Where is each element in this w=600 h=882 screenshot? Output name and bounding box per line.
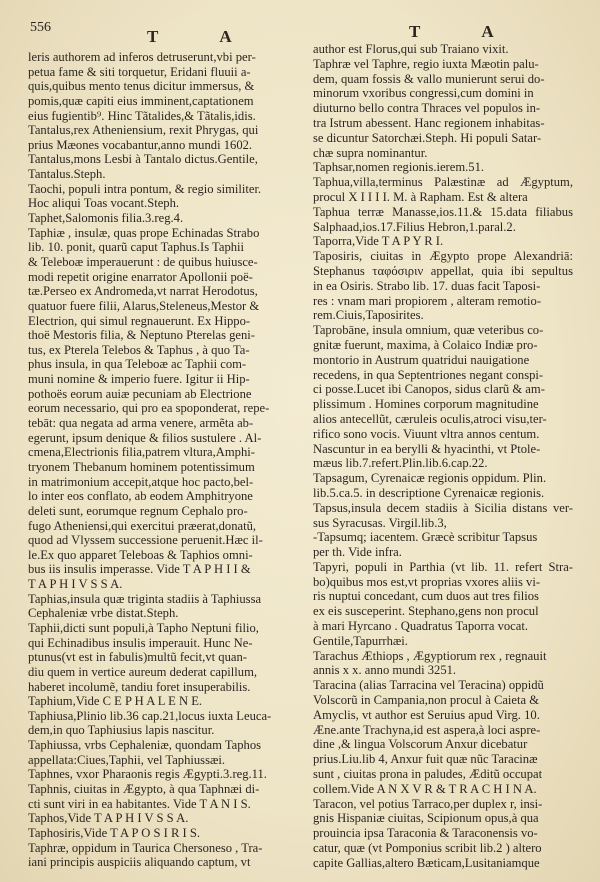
- line-row: [313, 560, 573, 575]
- text-line: Taphias,insula quæ triginta stadiis à Taphiussa: [28, 591, 262, 606]
- line-row: [28, 328, 300, 343]
- text-line: à mari Hyrcano . Quadratus Taporra vocat.: [313, 619, 528, 634]
- line-row: [313, 397, 573, 412]
- text-line: lo inter eos conflato, ab eodem Amphitryone: [28, 489, 253, 504]
- line-row: [28, 240, 300, 255]
- text-line: recedens, in qua Septentriones negant conspi-: [313, 367, 544, 382]
- line-row: [28, 519, 300, 534]
- line-row: [313, 575, 573, 590]
- right-column: [313, 42, 573, 871]
- line-row: [28, 636, 300, 651]
- line-row: [28, 343, 300, 358]
- line-row: [313, 752, 573, 767]
- line-row: [28, 284, 300, 299]
- text-line: plissimum . Homines corporum magnitudine: [313, 397, 539, 412]
- text-line: Taphræ, oppidum in Taurica Chersoneso , Tra-: [28, 840, 263, 855]
- text-line: dine ,& lingua Volscorum Anxur dicebatur: [313, 737, 528, 752]
- line-row: [28, 767, 300, 782]
- text-line: Taracina (alias Tarracina vel Teracina) oppidũ: [313, 678, 544, 693]
- line-row: [313, 264, 573, 279]
- running-head-right: T A: [409, 22, 494, 41]
- text-line: Taphii,dicti sunt populi,à Tapho Neptuni filio,: [28, 620, 259, 635]
- line-row: [28, 50, 300, 65]
- line-row: [28, 372, 300, 387]
- text-line: T A P H I V S S A.: [28, 577, 123, 592]
- line-row: [28, 431, 300, 446]
- line-row: [28, 782, 300, 797]
- line-row: [28, 855, 300, 870]
- text-line: tryonem Thebanum hominem potentissimum: [28, 459, 255, 474]
- text-line: Taporra,Vide T A P Y R I.: [313, 234, 444, 249]
- text-line: Tapyri, populi in Parthia (vt lib. 11. refert Stra-: [313, 559, 573, 574]
- line-row: [313, 841, 573, 856]
- text-line: le.Ex quo apparet Teleboas & Taphios omni-: [28, 547, 253, 562]
- text-line: Taphiussa, vrbs Cephaleniæ, quondam Taphos: [28, 738, 262, 753]
- line-row: [28, 826, 300, 841]
- line-row: [313, 516, 573, 531]
- line-row: [28, 533, 300, 548]
- text-line: catur, quæ (vt Pomponius scribit lib.2 ) altero: [313, 841, 542, 856]
- line-row: [28, 211, 300, 226]
- text-line: petua fame & siti torquetur, Eridani fluuii a-: [28, 64, 251, 79]
- text-line: diu quem in vertice aureum dederat capillum,: [28, 664, 258, 679]
- text-line: collem.Vide A N X V R & T R A C H I N A.: [313, 781, 537, 796]
- line-row: [28, 65, 300, 80]
- text-line: quatuor fuere filii, Alarus,Steleneus,Mestor &: [28, 298, 260, 313]
- line-row: [28, 255, 300, 270]
- line-row: [28, 196, 300, 211]
- text-line: Taphua terræ Manasse,ios.11.& 15.data filiabus: [313, 204, 573, 219]
- text-line: Tarachus Æthiops , Ægyptiorum rex , regnauit: [313, 648, 547, 663]
- text-line: bus iis insulis imperasse. Vide T A P H I I &: [28, 562, 251, 577]
- text-line: -Tapsumq; iacentem. Græcè scribitur Tapsus: [313, 530, 538, 545]
- line-row: [313, 308, 573, 323]
- line-row: [28, 841, 300, 856]
- line-row: [313, 471, 573, 486]
- text-line: iani principis auspiciis aliquando captum, vt: [28, 855, 251, 870]
- line-row: [313, 501, 573, 516]
- line-row: [28, 489, 300, 504]
- text-line: ex eis susceperint. Stephano,gens non procul: [313, 604, 539, 619]
- line-row: [313, 412, 573, 427]
- text-line: quis,quibus mento tenus dicitur immersus, &: [28, 79, 255, 94]
- line-row: [313, 249, 573, 264]
- text-line: Stephanus ταφόσιριν appellat, quia ibi sepultus: [313, 263, 573, 278]
- text-line: quod ad Vlyssem successione peruenit.Hæc il-: [28, 533, 263, 548]
- line-row: [313, 634, 573, 649]
- text-line: Taphnes, vxor Pharaonis regis Ægypti.3.reg.11.: [28, 767, 267, 782]
- line-row: [313, 368, 573, 383]
- line-row: [313, 797, 573, 812]
- line-row: [313, 323, 573, 338]
- line-row: [28, 504, 300, 519]
- text-line: prouincia ipsa Taraconia & Taraconensis vo-: [313, 826, 538, 841]
- line-row: [313, 693, 573, 708]
- line-row: [28, 79, 300, 94]
- text-line: Taphet,Salomonis filia.3.reg.4.: [28, 211, 184, 226]
- text-line: Volscorũ in Campania,non procul à Caieta &: [313, 693, 540, 708]
- text-line: Taphium,Vide C E P H A L E N E.: [28, 694, 203, 709]
- text-line: Taphiusa,Plinio lib.36 cap.21,locus iuxta Leuca-: [28, 708, 272, 723]
- text-line: dem, quam fossis & vallo munierunt serui do-: [313, 71, 545, 86]
- text-line: Taochi, populi intra pontum, & regio similiter.: [28, 181, 262, 196]
- text-line: sunt , ciuitas prona in paludes, Æditũ occupat: [313, 767, 543, 782]
- line-row: [28, 138, 300, 153]
- line-row: [313, 767, 573, 782]
- line-row: [313, 234, 573, 249]
- line-row: [28, 226, 300, 241]
- text-line: muni nomine & imperio fuere. Igitur ii Hip-: [28, 372, 250, 387]
- text-line: pothoës eorum auiæ pecuniam ab Electrione: [28, 386, 252, 401]
- text-line: minorum vxoribus congressi,cum domini in: [313, 86, 534, 101]
- line-row: [313, 353, 573, 368]
- left-column: [28, 50, 300, 870]
- text-line: Tantalus,mons Lesbi à Tantalo dictus.Gentile,: [28, 152, 258, 167]
- text-line: Tapsagum, Cyrenaicæ regionis oppidum. Plin.: [313, 471, 547, 486]
- text-line: rifico sono vocis. Viuunt vltra annos centum.: [313, 426, 540, 441]
- line-row: [28, 357, 300, 372]
- line-row: [28, 475, 300, 490]
- text-line: Tantalus,rex Atheniensium, rexit Phrygas, qui: [28, 123, 259, 138]
- text-line: Gentile,Tapurrhæi.: [313, 633, 408, 648]
- line-row: [313, 604, 573, 619]
- text-line: prius.Liu.lib 4, Anxur fuit quæ nũc Taracinæ: [313, 752, 538, 767]
- line-row: [313, 856, 573, 871]
- text-line: in matrimonium accepit,atque hoc pacto,bel-: [28, 474, 254, 489]
- line-row: [313, 131, 573, 146]
- text-line: cti sunt viri in ea habitantes. Vide T A N I S.: [28, 796, 251, 811]
- line-row: [313, 146, 573, 161]
- text-line: Nascuntur in ea berylli & hyacinthi, vt Ptole-: [313, 441, 541, 456]
- line-row: [313, 42, 573, 57]
- line-row: [28, 182, 300, 197]
- line-row: [28, 753, 300, 768]
- line-row: [313, 708, 573, 723]
- line-row: [28, 606, 300, 621]
- line-row: [313, 737, 573, 752]
- text-line: haberet incolumẽ, tandiu foret insuperabilis.: [28, 679, 251, 694]
- line-row: [313, 663, 573, 678]
- text-line: modi repetit origine enarrator Apollonii poë-: [28, 269, 253, 284]
- text-line: author est Florus,qui sub Traiano vixit.: [313, 42, 509, 56]
- text-line: capite Gallias,altero Bæticam,Lusitaniamque: [313, 855, 540, 870]
- text-line: gnis Hispaniæ ciuitas, Scipionum opus,à qua: [313, 811, 539, 826]
- line-row: [28, 592, 300, 607]
- text-line: Tapsus,insula decem stadiis à Sicilia distans ver-: [313, 500, 573, 515]
- text-line: lib.5.ca.5. in descriptione Cyrenaicæ regionis.: [313, 485, 545, 500]
- line-row: [28, 387, 300, 402]
- text-line: Salphaad,ios.17.Filius Hebron,1.paral.2.: [313, 219, 516, 234]
- text-line: mæus lib.7.refert.Plin.lib.6.cap.22.: [313, 456, 488, 471]
- text-line: pomis,quæ capiti eius imminent,captationem: [28, 93, 254, 108]
- running-head-left: T A: [147, 27, 232, 46]
- line-row: [313, 205, 573, 220]
- line-row: [313, 456, 573, 471]
- line-row: [313, 826, 573, 841]
- line-row: [313, 175, 573, 190]
- line-row: [313, 545, 573, 560]
- line-row: [28, 314, 300, 329]
- line-row: [313, 486, 573, 501]
- text-line: res : vnam mari propiorem , alteram remotio-: [313, 293, 542, 308]
- line-row: [28, 94, 300, 109]
- text-line: Taphiæ , insulæ, quas prope Echinadas Strabo: [28, 225, 260, 240]
- text-line: diuturno bello contra Thraces vel populos in-: [313, 101, 541, 116]
- line-row: [313, 220, 573, 235]
- line-row: [313, 86, 573, 101]
- line-row: [313, 649, 573, 664]
- line-row: [28, 460, 300, 475]
- text-line: qui Echinadibus insulis imperauit. Hunc Ne-: [28, 635, 253, 650]
- line-row: [313, 72, 573, 87]
- text-line: eorum necessario, qui pro ea spoponderat, repe-: [28, 401, 270, 416]
- text-line: Taracon, vel potius Tarraco,per duplex r, insi-: [313, 796, 543, 811]
- text-line: Hoc aliqui Toas vocant.Steph.: [28, 196, 180, 211]
- text-line: egerunt, ipsum denique & filios sustulere . Al-: [28, 430, 262, 445]
- text-line: Taphua,villa,terminus Palæstinæ ad Ægyptum,: [313, 175, 573, 190]
- text-line: se dicuntur Satorchæi.Steph. Hi populi Satar-: [313, 130, 542, 145]
- line-row: [28, 680, 300, 695]
- text-line: bo)quibus mos est,vt proprias vxores aliis vi-: [313, 574, 541, 589]
- line-row: [313, 338, 573, 353]
- text-line: sus Syracusas. Virgil.lib.3,: [313, 515, 447, 530]
- line-row: [28, 562, 300, 577]
- text-line: annis x x. anno mundi 3251.: [313, 663, 457, 678]
- line-row: [28, 270, 300, 285]
- text-line: Taphnis, ciuitas in Ægypto, à qua Taphnæi di-: [28, 782, 260, 797]
- text-line: fugo Atheniensi,qui exercitui præerat,donatũ,: [28, 518, 257, 533]
- text-line: Amyclis, vt author est Seruius apud Virg. 10.: [313, 707, 540, 722]
- line-row: [313, 782, 573, 797]
- line-row: [313, 160, 573, 175]
- text-line: leris authorem ad inferos detruserunt,vbi per-: [28, 50, 256, 64]
- line-row: [28, 650, 300, 665]
- text-line: lib. 10. ponit, quarũ caput Taphus.Is Taphii: [28, 240, 245, 255]
- text-line: dem,in quo Taphiusius lapis nascitur.: [28, 723, 215, 738]
- page-number: 556: [30, 20, 51, 35]
- text-line: Taphos,Vide T A P H I V S S A.: [28, 811, 189, 826]
- line-row: [28, 621, 300, 636]
- line-row: [28, 738, 300, 753]
- line-row: [28, 167, 300, 182]
- line-row: [313, 190, 573, 205]
- line-row: [28, 401, 300, 416]
- line-row: [28, 109, 300, 124]
- text-line: procul X I I I I. M. à Rapham. Est & altera: [313, 189, 528, 204]
- text-line: Taphsar,nomen regionis.ierem.51.: [313, 160, 485, 175]
- line-row: [313, 101, 573, 116]
- text-line: eius fugientib⁹. Hinc Tãtalides,& Tãtalis,idis.: [28, 108, 256, 123]
- text-line: tra Istrum abessent. Hanc regionem inhabitas-: [313, 115, 545, 130]
- text-line: alios antecellũt, cæruleis oculis,atroci visu,ter-: [313, 411, 547, 426]
- text-line: appellata:Ciues,Taphii, vel Taphiussæi.: [28, 752, 226, 767]
- text-line: Cephaleniæ vrbe distat.Steph.: [28, 606, 179, 621]
- text-line: montorio in Austrum quatridui nauigatione: [313, 352, 530, 367]
- line-row: [28, 797, 300, 812]
- text-line: tæ.Perseo ex Andromeda,vt narrat Herodotus,: [28, 284, 258, 299]
- line-row: [313, 811, 573, 826]
- line-row: [313, 530, 573, 545]
- text-line: phus insula, in qua Teleboæ ac Taphii com-: [28, 357, 247, 372]
- text-line: Taprobāne, insula omnium, quæ veteribus co-: [313, 323, 544, 338]
- text-line: Taphræ vel Taphre, regio iuxta Mæotin palu-: [313, 56, 539, 71]
- text-line: Tantalus.Steph.: [28, 167, 106, 182]
- text-line: Æne.ante Trachyna,id est aspera,à loci aspre-: [313, 722, 541, 737]
- text-line: in ea Osiris. Strabo lib. 17. duas facit Taposi-: [313, 278, 541, 293]
- line-row: [28, 723, 300, 738]
- line-row: [28, 445, 300, 460]
- line-row: [28, 416, 300, 431]
- text-line: per th. Vide infra.: [313, 545, 402, 560]
- line-row: [28, 123, 300, 138]
- line-row: [313, 589, 573, 604]
- line-row: [28, 577, 300, 592]
- text-line: chæ supra nominantur.: [313, 145, 428, 160]
- line-row: [313, 619, 573, 634]
- text-line: thoë Mestoris filia, & Neptuno Pterelas geni-: [28, 328, 255, 343]
- line-row: [313, 427, 573, 442]
- line-row: [28, 548, 300, 563]
- line-row: [313, 442, 573, 457]
- line-row: [313, 382, 573, 397]
- text-line: cmena,Electrionis filia,patrem vltura,Amphi-: [28, 445, 255, 460]
- text-line: ris nuptui concedant, cum duos aut tres filios: [313, 589, 539, 604]
- line-row: [28, 709, 300, 724]
- text-line: Taposiris, ciuitas in Ægypto prope Alexandriā:: [313, 249, 573, 264]
- line-row: [28, 811, 300, 826]
- line-row: [313, 116, 573, 131]
- text-line: & Teleboæ imperauerunt : de quibus huiusce-: [28, 254, 258, 269]
- line-row: [313, 723, 573, 738]
- line-row: [28, 299, 300, 314]
- text-line: rem.Ciuis,Taposirites.: [313, 308, 424, 323]
- text-line: prius Mæones vocabantur,anno mundi 1602.: [28, 137, 253, 152]
- text-line: ci posse.Lucet ibi Canopos, sidus clarũ & am-: [313, 382, 545, 397]
- text-line: deleti sunt, eorumque regnum Cephalo pro-: [28, 503, 248, 518]
- line-row: [313, 279, 573, 294]
- text-line: Taphosiris,Vide T A P O S I R I S.: [28, 825, 201, 840]
- text-line: gnitæ fuerunt, maxima, à Colaico Indiæ pro-: [313, 337, 538, 352]
- line-row: [313, 678, 573, 693]
- line-row: [28, 694, 300, 709]
- line-row: [28, 152, 300, 167]
- line-row: [313, 57, 573, 72]
- text-line: ptunus(vt est in fabulis)multũ fecit,vt quan-: [28, 650, 247, 665]
- line-row: [28, 665, 300, 680]
- text-line: tus, ex Pterela Telebos & Taphus , à quo Ta-: [28, 342, 250, 357]
- text-line: tebāt: qua negata ad arma venere, armẽta ab-: [28, 416, 254, 431]
- line-row: [313, 294, 573, 309]
- text-line: Electrion, qui simul regnauerunt. Ex Hippo-: [28, 313, 251, 328]
